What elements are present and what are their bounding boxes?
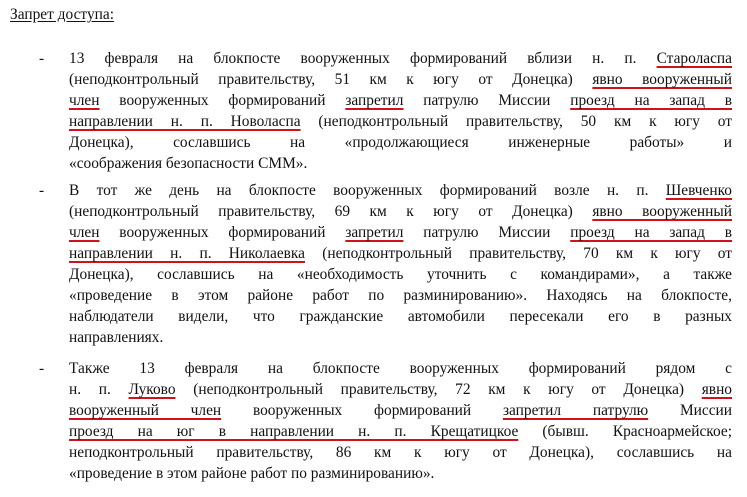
text-line: проезд на юг в направлении н. п. Крещатицкое (бывш. Красноармейское; — [69, 423, 732, 440]
highlighted-text: Шевченко — [665, 182, 732, 199]
text-line: неподконтрольный правительству, 86 км к югу от Донецка), сославшись на — [69, 444, 732, 461]
text-line: направлении н. п. Николаевка (неподконтрольный правительству, 70 км к югу от — [69, 245, 732, 262]
text-line: направлениях. — [69, 329, 164, 346]
text-line: В тот же день на блокпосте вооруженных формирований возле н. п. Шевченко — [69, 182, 732, 199]
text-line: «проведение в этом районе работ по разминированию». Находясь на блокпосте, — [69, 287, 732, 304]
highlighted-text: Староласпа — [656, 50, 732, 67]
text-line: Также 13 февраля на блокпосте вооруженных формирований рядом с — [69, 360, 732, 377]
text-line: наблюдатели видели, что гражданские автомобили пересекали его в разных — [69, 308, 732, 325]
highlighted-text: проезд на запад в — [570, 224, 733, 241]
section-heading: Запрет доступа: — [10, 6, 114, 23]
highlighted-text: явно вооруженный — [592, 71, 732, 88]
text-line: вооруженный член вооруженных формирований запретил патрулю Миссии — [69, 402, 732, 419]
text-line: (неподконтрольный правительству, 51 км к югу от Донецка) явно вооруженный — [69, 71, 732, 88]
text-line: «соображения безопасности СММ». — [69, 155, 308, 172]
text-line: Донецка), сославшись на «необходимость уточнить с командирами», а также — [69, 266, 732, 283]
highlighted-text: вооруженный член — [69, 402, 222, 419]
text-line: член вооруженных формирований запретил патрулю Миссии проезд на запад в — [69, 224, 733, 241]
highlighted-text: член — [69, 92, 100, 109]
highlighted-text: проезд на юг в направлении н. п. Крещатицкое — [69, 423, 519, 440]
highlighted-text: запретил патрулю — [502, 402, 649, 419]
highlighted-text: направлении н. п. Новоласпа — [69, 113, 301, 130]
text-line: (неподконтрольный правительству, 69 км к югу от Донецка) явно вооруженный — [69, 203, 732, 220]
highlighted-text: запретил — [345, 224, 404, 241]
text-line: направлении н. п. Новоласпа (неподконтрольный правительству, 50 км к югу от — [69, 113, 732, 130]
highlighted-text: явно — [701, 381, 732, 398]
text-line: н. п. Луково (неподконтрольный правительству, 72 км к югу от Донецка) явно — [69, 381, 732, 398]
text-line: 13 февраля на блокпосте вооруженных формирований вблизи н. п. Староласпа — [69, 50, 732, 67]
text-line: «проведение в этом районе работ по разминированию». — [69, 465, 435, 482]
highlighted-text: Луково — [128, 381, 176, 398]
list-bullet: - — [39, 182, 45, 199]
text-line: Донецка), сославшись на «продолжающиеся инженерные работы» и — [69, 134, 732, 151]
list-bullet: - — [39, 50, 45, 67]
highlighted-text: член — [69, 224, 100, 241]
highlighted-text: запретил — [345, 92, 404, 109]
text-line: член вооруженных формирований запретил патрулю Миссии проезд на запад в — [69, 92, 733, 109]
highlighted-text: проезд на запад в — [570, 92, 733, 109]
highlighted-text: явно вооруженный — [592, 203, 732, 220]
highlighted-text: направлении н. п. Николаевка — [69, 245, 305, 262]
list-bullet: - — [39, 360, 45, 377]
